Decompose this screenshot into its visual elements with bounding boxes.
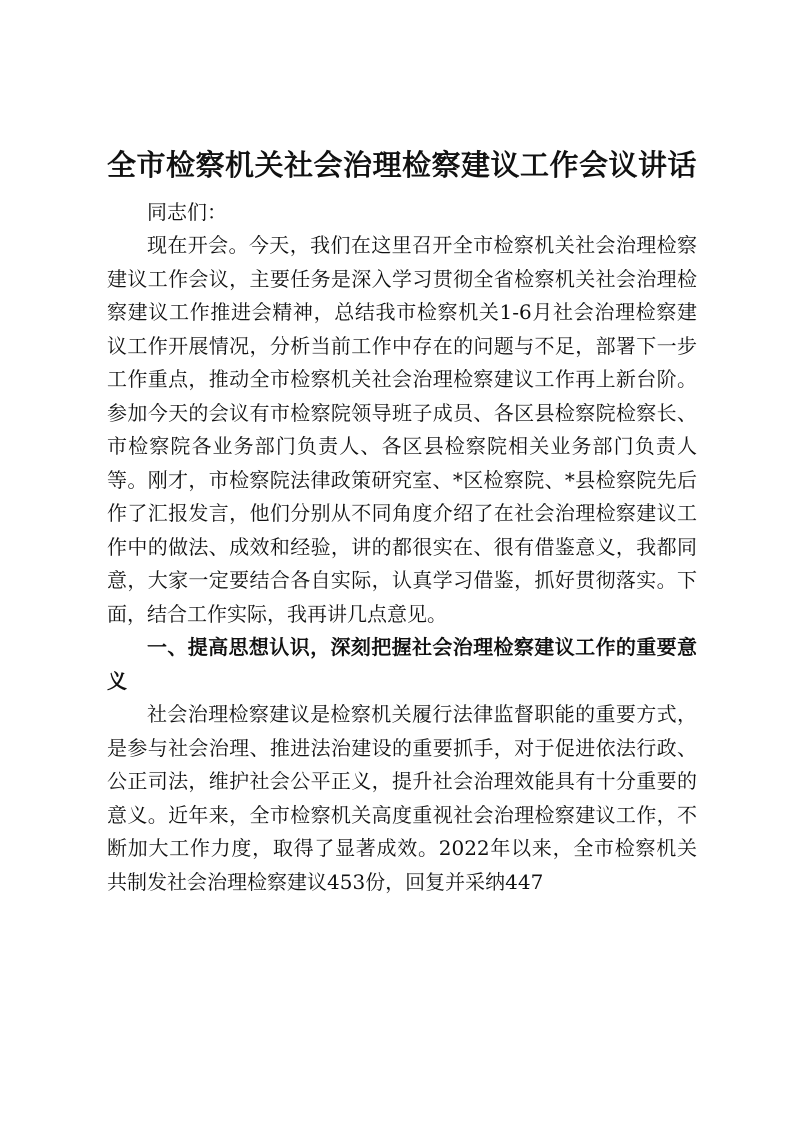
intro-paragraph: 现在开会。今天，我们在这里召开全市检察机关社会治理检察建议工作会议，主要任务是深入学习贯彻全省检察机关社会治理检察建议工作推进会精神，总结我市检察机关1-6月社会治理检察建议工作开展情况，分析当前工作中存在的问题与不足，部署下一步工作重点，推动全市检察机关社会治理检察建议工作再上新台阶。参加今天的会议有市检察院领导班子成员、各区县检察院检察长、市检察院各业务部门负责人、各区县检察院相关业务部门负责人等。刚才，市检察院法律政策研究室、*区检察院、*县检察院先后作了汇报发言，他们分别从不同角度介绍了在社会治理检察建议工作中的做法、成效和经验，讲的都很实在、很有借鉴意义，我都同意，大家一定要结合各自实际，认真学习借鉴，抓好贯彻落实。下面，结合工作实际，我再讲几点意见。 (107, 233, 697, 626)
document-title: 全市检察机关社会治理检察建议工作会议讲话 (107, 148, 698, 182)
section-1-paragraph: 社会治理检察建议是检察机关履行法律监督职能的重要方式，是参与社会治理、推进法治建设的重要抓手，对于促进依法行政、公正司法，维护社会公平正义，提升社会治理效能具有十分重要的意义。近年来，全市检察机关高度重视社会治理检察建议工作，不断加大工作力度，取得了显著成效。2022年以来，全市检察机关共制发社会治理检察建议453份，回复并采纳447 (107, 702, 697, 894)
section-heading-1: 一、提高思想认识，深刻把握社会治理检察建议工作的重要意义 (107, 635, 697, 693)
greeting-line: 同志们： (147, 200, 227, 224)
document-body (107, 140, 697, 899)
